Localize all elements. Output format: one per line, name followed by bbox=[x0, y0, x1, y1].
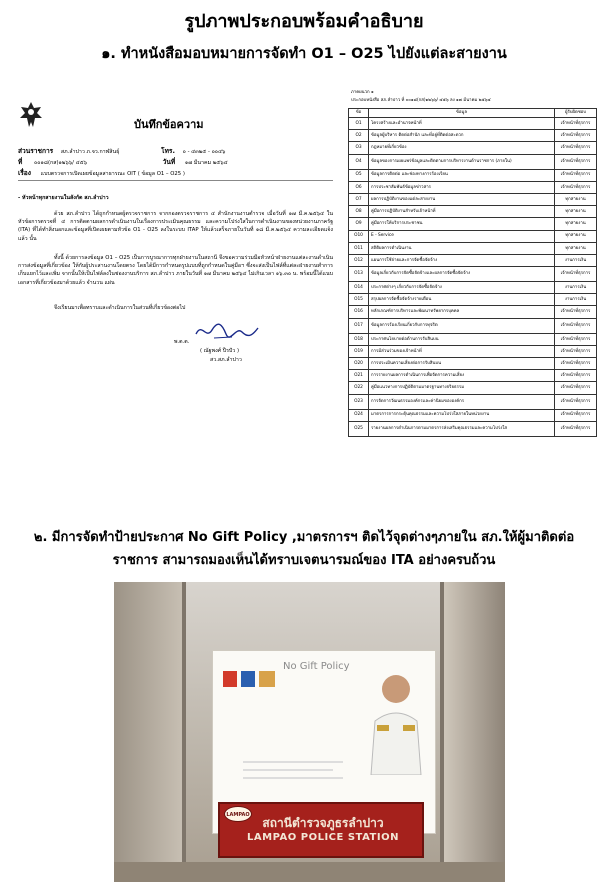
row-number: O24 bbox=[349, 409, 369, 421]
agency-value: สภ.ลำปาว ภ.จว.กาฬสินธุ์ bbox=[60, 149, 120, 155]
table-row bbox=[349, 370, 597, 382]
row-owner: งานการเงิน bbox=[555, 282, 597, 294]
row-owner: งานการเงิน bbox=[555, 294, 597, 306]
row-item: การจัดการวัฒนธรรมองค์กรและค่านิยมขององค์กร bbox=[369, 394, 555, 409]
memo-closing: จึงเรียนมาเพื่อทราบและดำเนินการในส่วนที่เกี่ยวข้องต่อไป bbox=[54, 305, 186, 311]
memo-number-row bbox=[18, 157, 228, 167]
row-owner: เจ้าหน้าที่ธุรการ bbox=[555, 333, 597, 345]
table-row bbox=[349, 318, 597, 333]
table-row bbox=[349, 382, 597, 394]
row-item: การประเมินความเสี่ยงต่อการรับสินบน bbox=[369, 358, 555, 370]
row-number: O13 bbox=[349, 267, 369, 282]
table-row bbox=[349, 118, 597, 130]
memo-paragraph-2: ทั้งนี้ ด้วยการลงข้อมูล O1 – O25 เป็นการบูรณาการทุกฝ่ายงานในสถานี จึงขอความร่วมมือหัวหน้าฝ่ายงานแต่ละงานดำเนินการส่งข้อมูลที่เกี่ยวข้อง ให้กับผู้ประสานงานโดยตรง โดยได้มีการกำหนดรูปแบบที่ถูกกำหนดในคู่มือฯ ซึ่งจะส่งเป็นไฟล์ที่แต่ละฝ่ายงานทำการเก็บแยกไว้และเพิ่ม จากนั้นให้เป็นไฟล์ลงในช่องงานบริการ สภ.ลำปาว ภายในวันที่ ๑๗ มีนาคม ๒๕๖๔ ไม่เกินเวลา ๑๖.๓๐ น. พร้อมนี้ได้แนบเอกสารที่เกี่ยวข้องมาด้วยแล้ว จำนวน แผ่น bbox=[18, 255, 333, 286]
row-item: ข้อมูลการติดต่อ และช่องทางการร้องเรียน bbox=[369, 169, 555, 181]
table-row bbox=[349, 218, 597, 230]
annex-table bbox=[348, 108, 597, 437]
table-row bbox=[349, 421, 597, 436]
floor-area bbox=[114, 862, 505, 882]
row-number: O25 bbox=[349, 421, 369, 436]
row-item: ข้อมูลของการเผยแพร่ข้อมูลและติดตามการบริหารงานด้านราชการ (ภายใน) bbox=[369, 154, 555, 169]
door-frame-left bbox=[182, 582, 186, 882]
row-item: ข้อมูลการร้องเรียนเกี่ยวกับการทุจริต bbox=[369, 318, 555, 333]
table-row bbox=[349, 154, 597, 169]
glass-panel-right bbox=[444, 582, 505, 882]
number-label: ที่ bbox=[18, 158, 23, 166]
row-number: O17 bbox=[349, 318, 369, 333]
row-owner: เจ้าหน้าที่ธุรการ bbox=[555, 142, 597, 154]
annex-caption-1: ภาคผนวก ๑ bbox=[351, 90, 374, 95]
table-row bbox=[349, 267, 597, 282]
header-item: ข้อมูล bbox=[369, 109, 555, 118]
row-owner: ทุกสายงาน bbox=[555, 206, 597, 218]
header-no: ข้อ bbox=[349, 109, 369, 118]
row-owner: เจ้าหน้าที่ธุรการ bbox=[555, 409, 597, 421]
row-number: O2 bbox=[349, 130, 369, 142]
row-number: O10 bbox=[349, 230, 369, 242]
row-item: การประชาสัมพันธ์ข้อมูลข่าวสาร bbox=[369, 181, 555, 193]
memo-paragraph-1: ด้วย สภ.ลำปาว ได้ถูกกำหนดผู้ตรวจราชการ จากกองตรวจราชการ ๔ สำนักงานงานตำรวจ เมื่อวันที่ ๑๗ มี.ค.๒๕๖๔ ในหัวข้อการตรวจที่ ๔ การติดตามผลการดำเนินงานในเรื่องการประเมินคุณธรรม และความโปร่งใสในการดำเนินงานของหน่วยงานภาครัฐ (ITA) ที่ได้ทำสิ่งนอกและข้อมูลที่เปิดเผยตามหัวข้อ O1 - O25 ลงในระบบ ITAP ให้แล้วเสร็จภายในวันที่ ๑๘ มี.ค.๒๕๖๔ ความละเอียดแจ้งแล้ว นั้น bbox=[18, 211, 333, 242]
row-number: O21 bbox=[349, 370, 369, 382]
sign-english-text: LAMPAO POLICE STATION bbox=[247, 832, 399, 843]
table-row bbox=[349, 333, 597, 345]
signer-position: สว.สภ.ลำปาว bbox=[210, 357, 242, 363]
memo-agency-row bbox=[18, 146, 225, 156]
table-row bbox=[349, 345, 597, 357]
police-station-sign bbox=[218, 802, 424, 858]
row-owner: เจ้าหน้าที่ธุรการ bbox=[555, 421, 597, 436]
row-owner: เจ้าหน้าที่ธุรการ bbox=[555, 267, 597, 282]
row-owner: ทุกสายงาน bbox=[555, 230, 597, 242]
date-value: ๑๗ มีนาคม ๒๕๖๔ bbox=[184, 160, 228, 166]
no-gift-policy-photo bbox=[114, 582, 505, 882]
poster-title: No Gift Policy bbox=[283, 661, 350, 672]
table-header-row bbox=[349, 109, 597, 118]
row-item: กฎหมายที่เกี่ยวข้อง bbox=[369, 142, 555, 154]
row-number: O9 bbox=[349, 218, 369, 230]
row-owner: เจ้าหน้าที่ธุรการ bbox=[555, 118, 597, 130]
annex-caption-2: ประกอบหนังสือ สภ.ลำปาว ที่ ๐๐๑๘(กส)๑๒๖๖/ ๔๕๖ ลง ๑๗ มีนาคม ๒๕๖๔ bbox=[351, 98, 491, 103]
table-row bbox=[349, 230, 597, 242]
table-row bbox=[349, 409, 597, 421]
row-item: คู่มือแนวทางการปฏิบัติตามมาตรฐานทางจริยธรรม bbox=[369, 382, 555, 394]
poster-text-line bbox=[243, 777, 343, 779]
row-number: O23 bbox=[349, 394, 369, 409]
row-number: O5 bbox=[349, 169, 369, 181]
row-number: O22 bbox=[349, 382, 369, 394]
table-row bbox=[349, 254, 597, 266]
signer-name: ( ณัฐพงศ์ ปีรปัว ) bbox=[200, 348, 240, 354]
poster-text-line bbox=[243, 769, 333, 771]
row-owner: เจ้าหน้าที่ธุรการ bbox=[555, 169, 597, 181]
row-number: O15 bbox=[349, 294, 369, 306]
row-item: สถิติผลการดำเนินงาน bbox=[369, 242, 555, 254]
table-row bbox=[349, 206, 597, 218]
table-row bbox=[349, 294, 597, 306]
tel-label: โทร. bbox=[161, 147, 175, 155]
memo-subject-row bbox=[18, 168, 185, 178]
table-row bbox=[349, 169, 597, 181]
row-owner: เจ้าหน้าที่ธุรการ bbox=[555, 181, 597, 193]
row-owner: เจ้าหน้าที่ธุรการ bbox=[555, 370, 597, 382]
row-item: หลักเกณฑ์การบริหารและพัฒนาทรัพยากรบุคคล bbox=[369, 306, 555, 318]
section-2-heading-line-2: ราชการ สามารถมองเห็นได้ทราบเจตนารมณ์ของ ITA อย่างครบถ้วน bbox=[112, 553, 496, 568]
row-item: ประกาศต่างๆ เกี่ยวกับการจัดซื้อจัดจ้าง bbox=[369, 282, 555, 294]
row-item: การมีส่วนร่วมของเจ้าหน้าที่ bbox=[369, 345, 555, 357]
row-owner: เจ้าหน้าที่ธุรการ bbox=[555, 130, 597, 142]
row-owner: ทุกสายงาน bbox=[555, 193, 597, 205]
row-owner: เจ้าหน้าที่ธุรการ bbox=[555, 394, 597, 409]
subject-value: แบบตรวจการเปิดเผยข้อมูลสาธารณะ OIT ( ข้อมูล O1 – O25 ) bbox=[40, 171, 185, 177]
row-owner: เจ้าหน้าที่ธุรการ bbox=[555, 358, 597, 370]
memo-title: บันทึกข้อความ bbox=[134, 118, 204, 131]
section-1-heading: ๑. ทำหนังสือมอบหมายการจัดทำ O1 – O25 ไปยังแต่ละสายงาน bbox=[101, 46, 507, 62]
door-frame-right bbox=[440, 582, 444, 882]
row-owner: ทุกสายงาน bbox=[555, 242, 597, 254]
handwritten-signature-icon bbox=[192, 320, 262, 342]
officer-portrait-icon bbox=[363, 665, 429, 775]
garuda-seal-icon bbox=[18, 100, 44, 130]
memo-addressee: - หัวหน้าทุกสายงานในสังกัด สภ.ลำปาว bbox=[18, 195, 109, 201]
row-item: การรายงานผลการดำเนินการเพื่อจัดการความเสี่ยง bbox=[369, 370, 555, 382]
poster-text-line bbox=[243, 761, 343, 763]
row-number: O18 bbox=[349, 333, 369, 345]
row-number: O6 bbox=[349, 181, 369, 193]
table-row bbox=[349, 181, 597, 193]
row-item: สรุปผลการจัดซื้อจัดจ้างรายเดือน bbox=[369, 294, 555, 306]
table-row bbox=[349, 242, 597, 254]
table-row bbox=[349, 358, 597, 370]
row-item: ข้อมูลเกี่ยวกับการจัดซื้อจัดจ้างและผลการจัดซื้อจัดจ้าง bbox=[369, 267, 555, 282]
number-value: ๐๐๑๘(กส)๑๒๖๖/ ๔๕๖ bbox=[34, 160, 87, 166]
glass-panel-left bbox=[114, 582, 184, 882]
row-number: O14 bbox=[349, 282, 369, 294]
signer-rank: พ.ต.ต. bbox=[174, 339, 190, 345]
policy-logos-icon bbox=[221, 667, 279, 691]
table-row bbox=[349, 282, 597, 294]
row-item: E - Service bbox=[369, 230, 555, 242]
sign-thai-text: สถานีตำรวจภูธรลำปาว bbox=[262, 816, 384, 830]
subject-label: เรื่อง bbox=[18, 169, 31, 177]
row-item: คู่มือการให้บริการประชาชน bbox=[369, 218, 555, 230]
row-item: มาตรการการกระตุ้นคุณธรรมและความโปร่งใสภายในหน่วยงาน bbox=[369, 409, 555, 421]
section-2-heading-line-1: ๒. มีการจัดทำป้ายประกาศ No Gift Policy ,มาตรการฯ ติดไว้จุดต่างๆภายใน สภ.ให้ผู้มาติดต่อ bbox=[33, 530, 575, 545]
row-number: O11 bbox=[349, 242, 369, 254]
row-item: คู่มือการปฏิบัติงานสำหรับเจ้าหน้าที่ bbox=[369, 206, 555, 218]
annex-table-panel bbox=[348, 82, 596, 462]
table-row bbox=[349, 193, 597, 205]
row-number: O12 bbox=[349, 254, 369, 266]
date-label: วันที่ bbox=[162, 158, 176, 166]
row-owner: เจ้าหน้าที่ธุรการ bbox=[555, 306, 597, 318]
agency-label: ส่วนราชการ bbox=[18, 147, 54, 155]
row-number: O8 bbox=[349, 206, 369, 218]
table-row bbox=[349, 130, 597, 142]
row-number: O19 bbox=[349, 345, 369, 357]
station-badge: LAMPAO bbox=[224, 806, 252, 822]
row-number: O3 bbox=[349, 142, 369, 154]
table-row bbox=[349, 394, 597, 409]
row-owner: เจ้าหน้าที่ธุรการ bbox=[555, 154, 597, 169]
row-owner: งานการเงิน bbox=[555, 254, 597, 266]
row-number: O1 bbox=[349, 118, 369, 130]
row-number: O16 bbox=[349, 306, 369, 318]
row-item: ข้อมูลผู้บริหาร ติดต่อสำนัก และที่อยู่ที่ติดต่อสะดวก bbox=[369, 130, 555, 142]
row-number: O7 bbox=[349, 193, 369, 205]
row-item: ผลการปฏิบัติงานของแต่ละสายงาน bbox=[369, 193, 555, 205]
row-item: ประกาศนโยบายต่อต้านการรับสินบน bbox=[369, 333, 555, 345]
row-item: แผนการใช้จ่ายและการจัดซื้อจัดจ้าง bbox=[369, 254, 555, 266]
row-owner: ทุกสายงาน bbox=[555, 218, 597, 230]
row-number: O4 bbox=[349, 154, 369, 169]
row-number: O20 bbox=[349, 358, 369, 370]
header-owner: ผู้รับผิดชอบ bbox=[555, 109, 597, 118]
memo-divider bbox=[18, 180, 333, 181]
memo-document bbox=[14, 94, 339, 364]
row-owner: เจ้าหน้าที่ธุรการ bbox=[555, 345, 597, 357]
tel-value: ๐ - ๔๓๒๕ - ๐๐๔๖ bbox=[182, 149, 226, 155]
row-owner: เจ้าหน้าที่ธุรการ bbox=[555, 382, 597, 394]
page-title: รูปภาพประกอบพร้อมคำอธิบาย bbox=[184, 11, 424, 32]
row-item: โครงสร้างและอำนาจหน้าที่ bbox=[369, 118, 555, 130]
table-row bbox=[349, 306, 597, 318]
row-item: รายงานผลการดำเนินการตามมาตรการส่งเสริมคุณธรรมและความโปร่งใส bbox=[369, 421, 555, 436]
table-row bbox=[349, 142, 597, 154]
row-owner: เจ้าหน้าที่ธุรการ bbox=[555, 318, 597, 333]
